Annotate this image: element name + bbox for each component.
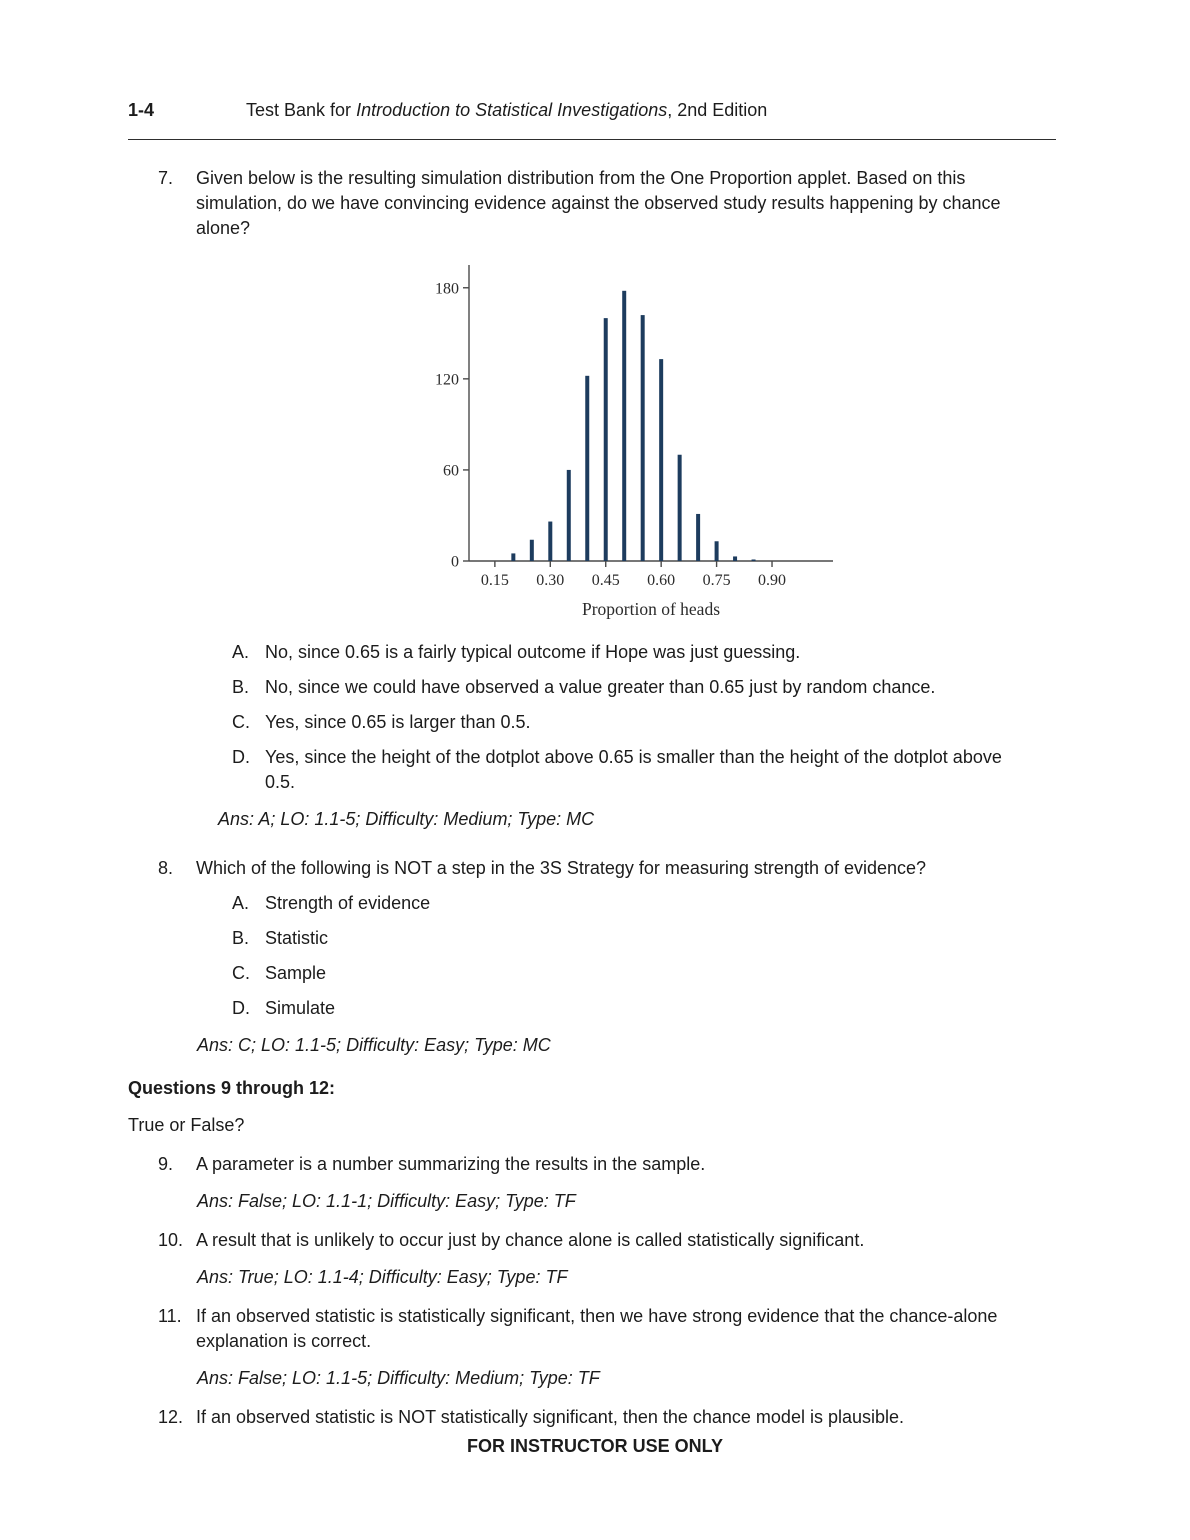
q7-option-a xyxy=(232,640,1056,665)
q7-option-a-letter: A. xyxy=(232,642,250,662)
question-8 xyxy=(158,856,1056,881)
q8-option-d-letter: D. xyxy=(232,998,250,1018)
q7-option-c-letter: C. xyxy=(232,712,250,732)
q7-option-c xyxy=(232,710,1056,735)
q8-option-c-letter: C. xyxy=(232,963,250,983)
q8-option-d-text: Simulate xyxy=(265,998,336,1018)
title-prefix: Test Bank for xyxy=(246,100,357,120)
question-9 xyxy=(158,1152,1056,1177)
q8-option-a-text: Strength of evidence xyxy=(265,893,431,913)
question-11-text: If an observed statistic is statistically significant, then we have strong evidence that the chance-alone explanation is correct. xyxy=(196,1306,998,1351)
svg-text:0.30: 0.30 xyxy=(536,572,565,589)
question-12 xyxy=(158,1405,1056,1430)
q8-option-c xyxy=(232,961,1056,986)
question-9-text: A parameter is a number summarizing the results in the sample. xyxy=(196,1154,706,1174)
svg-text:0.45: 0.45 xyxy=(591,572,620,589)
header-divider xyxy=(128,139,1056,140)
q7-option-d-letter: D. xyxy=(232,747,250,767)
question-11-number: 11. xyxy=(158,1306,182,1326)
svg-text:0.15: 0.15 xyxy=(480,572,509,589)
svg-text:0.90: 0.90 xyxy=(758,572,787,589)
simulation-chart xyxy=(423,251,1056,630)
q7-option-b xyxy=(232,675,1056,700)
question-12-number: 12. xyxy=(158,1407,184,1427)
question-8-number: 8. xyxy=(158,858,174,878)
q10-answer-line: Ans: True; LO: 1.1-4; Difficulty: Easy; Type: TF xyxy=(197,1267,568,1287)
q8-option-a-letter: A. xyxy=(232,893,250,913)
q8-option-b-letter: B. xyxy=(232,928,250,948)
q7-answer-line: Ans: A; LO: 1.1-5; Difficulty: Medium; Type: MC xyxy=(218,809,595,829)
svg-text:120: 120 xyxy=(435,371,459,389)
instructor-use-footer: FOR INSTRUCTOR USE ONLY xyxy=(466,1436,724,1456)
document-title xyxy=(246,98,767,123)
question-8-text: Which of the following is NOT a step in the 3S Strategy for measuring strength of evidence? xyxy=(196,858,927,878)
page-number: 1-4 xyxy=(128,100,155,120)
question-12-text: If an observed statistic is NOT statistically significant, then the chance model is plausible. xyxy=(196,1407,905,1427)
q7-option-b-text: No, since we could have observed a value greater than 0.65 just by random chance. xyxy=(265,677,936,697)
svg-text:60: 60 xyxy=(443,462,459,480)
q7-option-c-text: Yes, since 0.65 is larger than 0.5. xyxy=(265,712,531,732)
q8-option-c-text: Sample xyxy=(265,963,327,983)
question-7-number: 7. xyxy=(158,168,174,188)
question-10 xyxy=(158,1228,1056,1253)
question-10-text: A result that is unlikely to occur just by chance alone is called statistically significant. xyxy=(196,1230,865,1250)
title-suffix: , 2nd Edition xyxy=(667,100,768,120)
q8-answer-line: Ans: C; LO: 1.1-5; Difficulty: Easy; Type: MC xyxy=(197,1035,551,1055)
title-book-name: Introduction to Statistical Investigations xyxy=(356,100,668,120)
q9-answer-line: Ans: False; LO: 1.1-1; Difficulty: Easy; Type: TF xyxy=(197,1191,576,1211)
svg-text:Proportion of heads: Proportion of heads xyxy=(581,599,721,619)
q8-option-d xyxy=(232,996,1056,1021)
section-subheading: True or False? xyxy=(128,1115,245,1135)
q8-option-a xyxy=(232,891,1056,916)
page-header xyxy=(128,98,1056,123)
question-7-text: Given below is the resulting simulation distribution from the One Proportion applet. Based on this simulation, do we have convincing evidence against the observed study results happening by chance alone? xyxy=(196,168,1001,238)
q7-option-a-text: No, since 0.65 is a fairly typical outcome if Hope was just guessing. xyxy=(265,642,801,662)
svg-text:0.60: 0.60 xyxy=(647,572,676,589)
q11-answer-line: Ans: False; LO: 1.1-5; Difficulty: Medium; Type: TF xyxy=(197,1368,600,1388)
svg-text:0.75: 0.75 xyxy=(702,572,731,589)
svg-text:0: 0 xyxy=(451,553,459,571)
question-10-number: 10. xyxy=(158,1230,184,1250)
q8-option-b-text: Statistic xyxy=(265,928,329,948)
question-9-number: 9. xyxy=(158,1154,174,1174)
simulation-distribution-plot xyxy=(423,251,843,623)
question-7 xyxy=(158,166,1056,241)
q7-option-d-text: Yes, since the height of the dotplot above 0.65 is smaller than the height of the dotplot above 0.5. xyxy=(265,747,1002,792)
svg-text:180: 180 xyxy=(435,280,459,298)
section-heading: Questions 9 through 12: xyxy=(128,1078,336,1098)
q8-option-b xyxy=(232,926,1056,951)
q7-option-d xyxy=(232,745,1056,795)
question-11 xyxy=(158,1304,1056,1354)
q7-option-b-letter: B. xyxy=(232,677,250,697)
